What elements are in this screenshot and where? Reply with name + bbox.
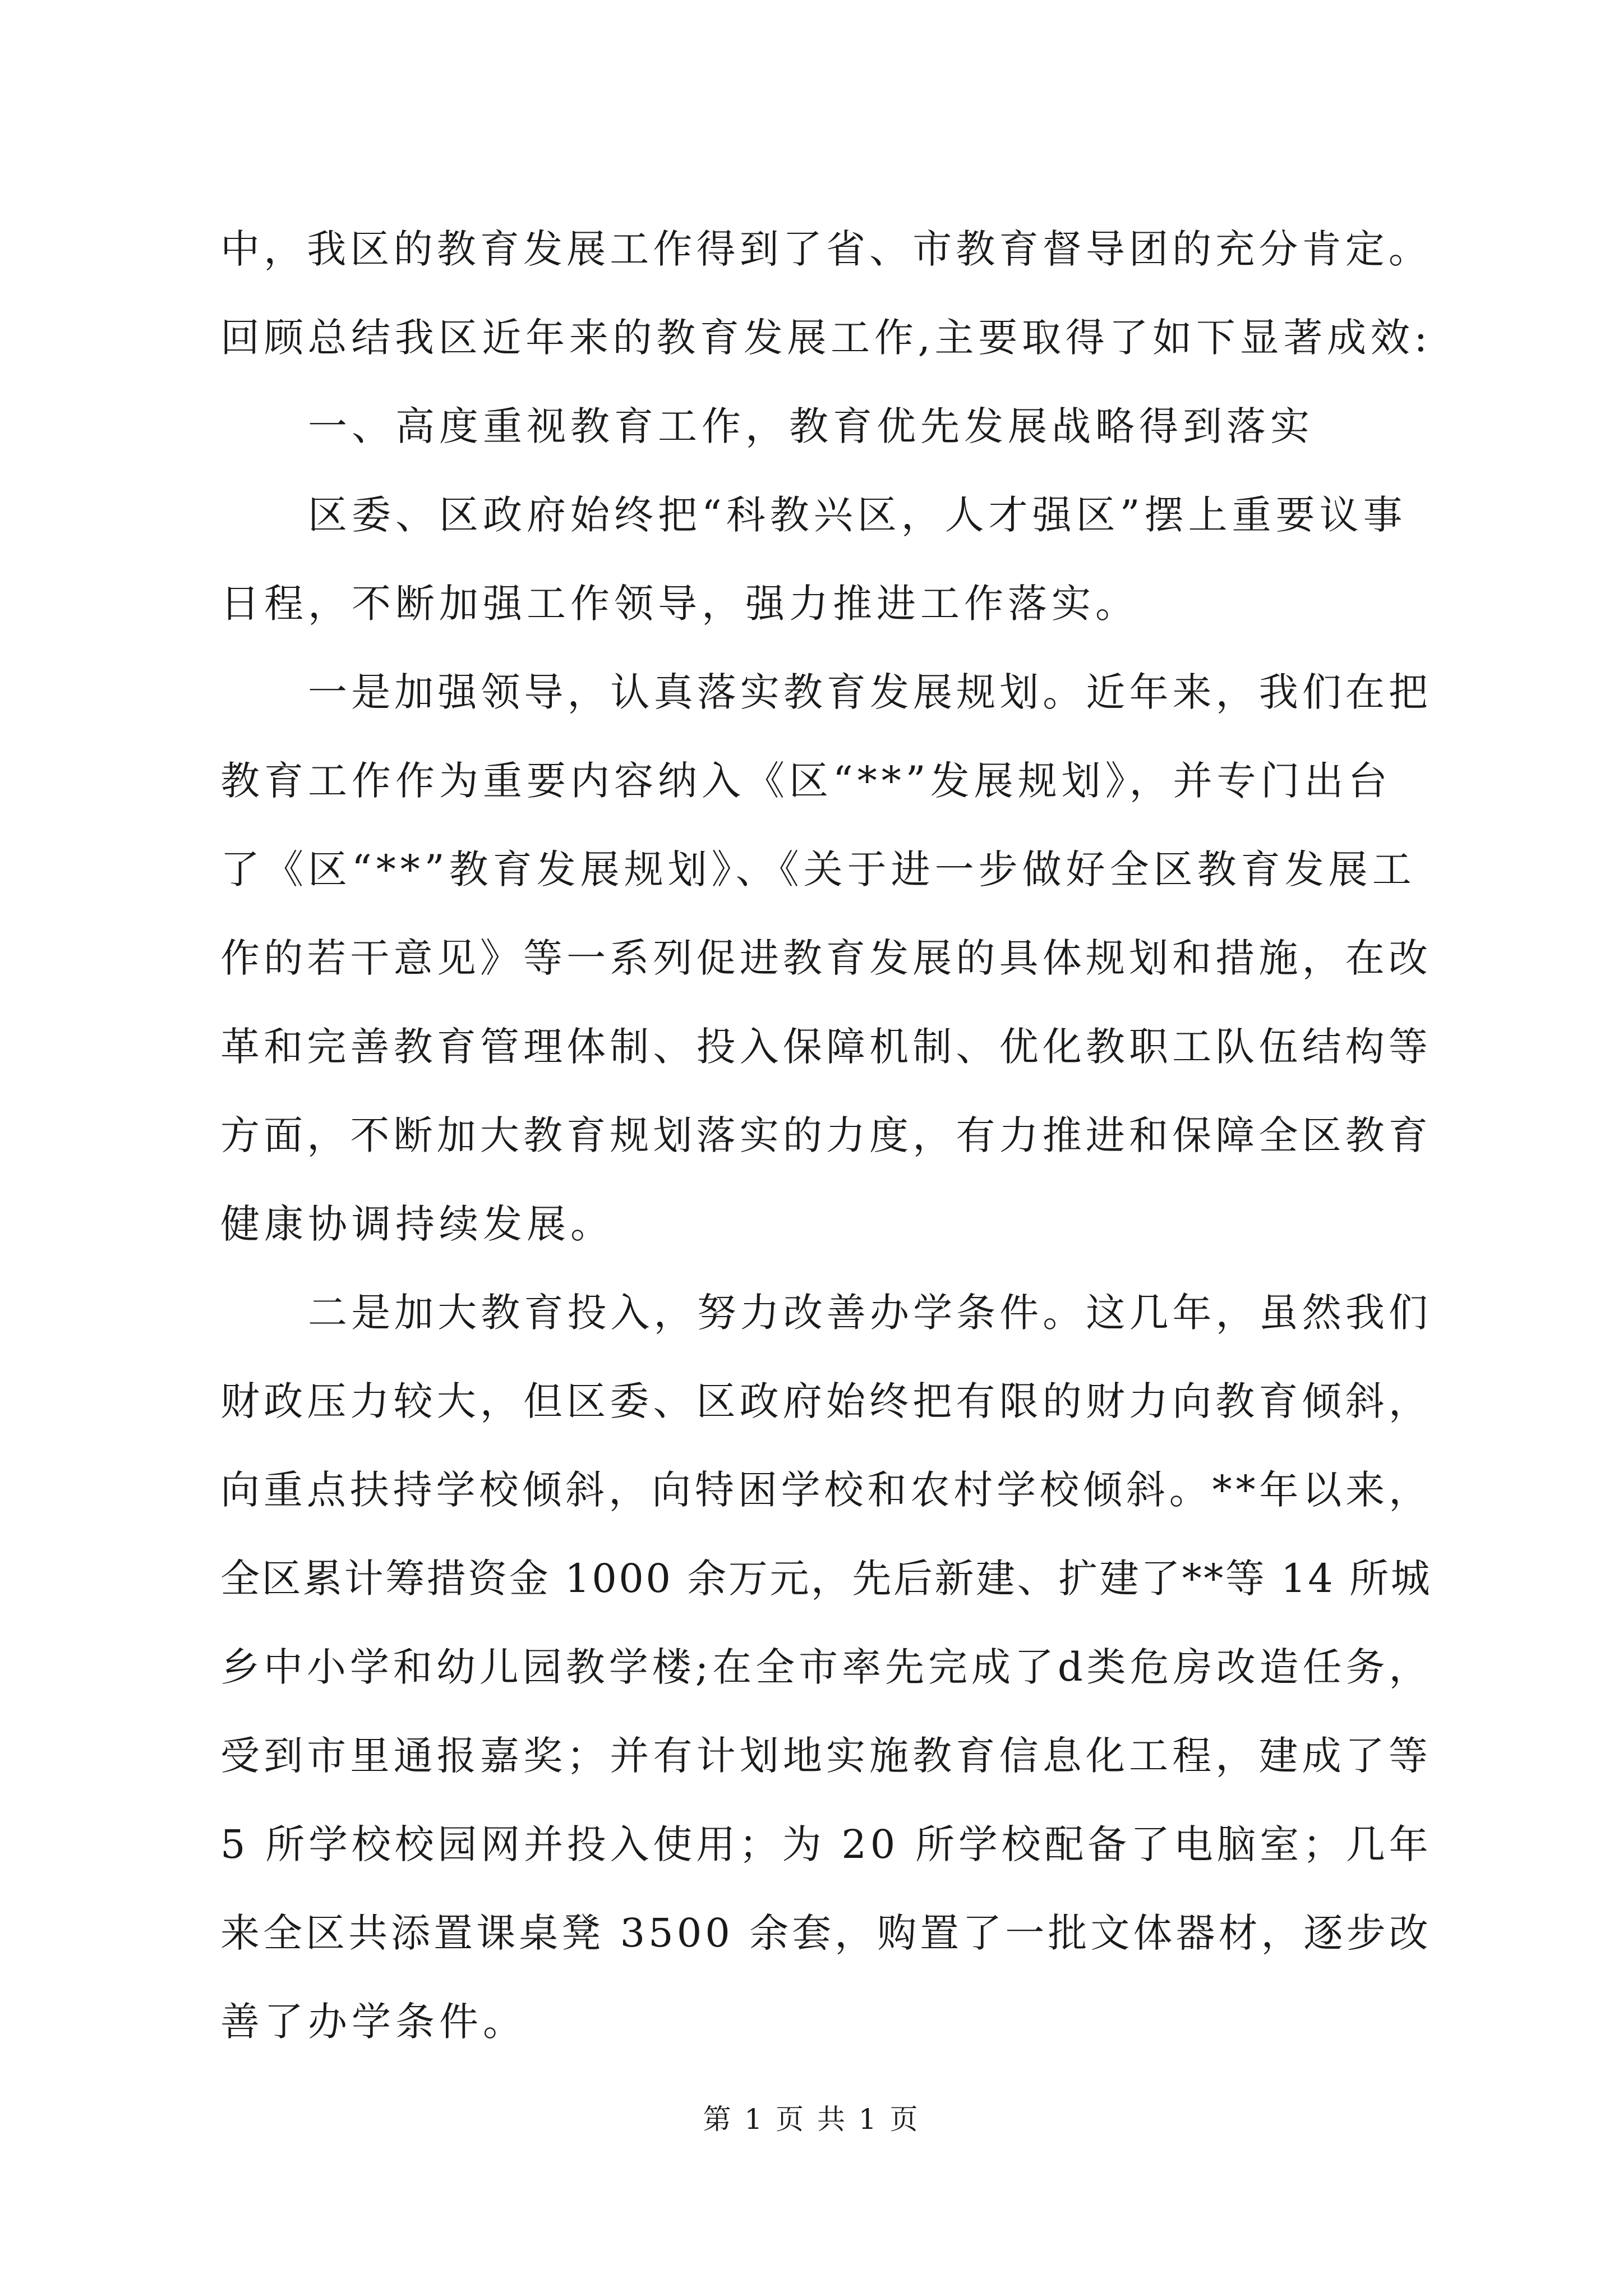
text-line: 教育工作作为重要内容纳入《区“**”发展规划》，并专门出台 (220, 758, 1392, 804)
text-line: 全区累计筹措资金 1000 余万元，先后新建、扩建了**等 14 所城 (220, 1556, 1432, 1602)
text-line: 善了办学条件。 (220, 1999, 527, 2045)
text-line: 一、高度重视教育工作，教育优先发展战略得到落实 (308, 403, 1314, 449)
text-line: 向重点扶持学校倾斜，向特困学校和农村学校倾斜。**年以来， (220, 1467, 1432, 1513)
text-line: 财政压力较大，但区委、区政府始终把有限的财力向教育倾斜， (220, 1378, 1432, 1424)
text-line: 来全区共添置课桌凳 3500 余套，购置了一批文体器材，逐步改 (220, 1910, 1432, 1956)
text-line: 5 所学校校园网并投入使用；为 20 所学校配备了电脑室；几年 (220, 1821, 1432, 1867)
text-line: 日程，不断加强工作领导，强力推进工作落实。 (220, 581, 1139, 627)
text-line: 一是加强领导，认真落实教育发展规划。近年来，我们在把 (308, 669, 1432, 715)
page-footer: 第 1 页 共 1 页 (703, 2103, 920, 2136)
text-line: 健康协调持续发展。 (220, 1201, 614, 1247)
text-line: 作的若干意见》等一系列促进教育发展的具体规划和措施，在改 (220, 935, 1432, 981)
document-body (220, 205, 1432, 2066)
text-line: 乡中小学和幼儿园教学楼;在全市率先完成了d类危房改造任务， (220, 1644, 1432, 1690)
text-line: 区委、区政府始终把“科教兴区，人才强区”摆上重要议事 (308, 492, 1407, 538)
text-line: 二是加大教育投入，努力改善办学条件。这几年，虽然我们 (308, 1290, 1432, 1336)
text-line: 革和完善教育管理体制、投入保障机制、优化教职工队伍结构等 (220, 1024, 1432, 1070)
text-line: 中，我区的教育发展工作得到了省、市教育督导团的充分肯定。 (220, 226, 1432, 272)
text-line: 方面，不断加大教育规划落实的力度，有力推进和保障全区教育 (220, 1112, 1432, 1158)
text-line: 回顾总结我区近年来的教育发展工作,主要取得了如下显著成效: (220, 315, 1432, 361)
text-line: 受到市里通报嘉奖；并有计划地实施教育信息化工程，建成了等 (220, 1733, 1432, 1779)
text-line: 了《区“**”教育发展规划》、《关于进一步做好全区教育发展工 (220, 846, 1416, 892)
